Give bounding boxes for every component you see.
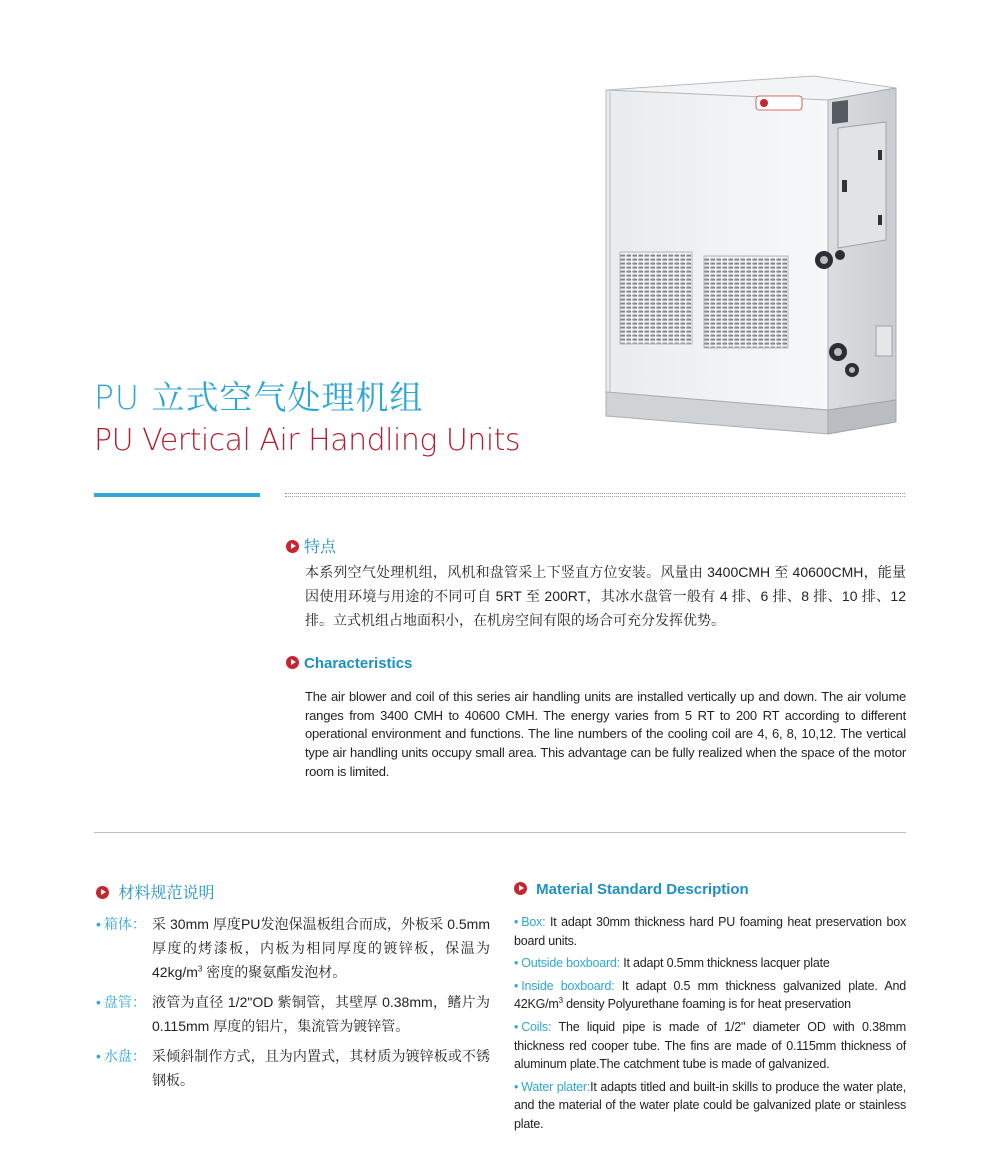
- materials-cn-list: [96, 912, 490, 1098]
- characteristics-text: The air blower and coil of this series air handling units are installed vertically up and down. The air volume ranges from 3400 CMH to 40600 CMH. The energy varies from 5 RT to 200 RT according to different operational environment and functions. The line numbers of the cooling coil are 4, 6, 8, 10,12. The vertical type air handling units occupy small area. This advantage can be fully realized when the space of the motor room is limited.: [305, 689, 906, 779]
- list-item: • Inside boxboard: It adapt 0.5 mm thickness galvanized plate. And $42KG/m^3$ density Polyurethane foaming is for heat preservation: [514, 978, 906, 1012]
- item-label: Outside boxboard:: [521, 956, 620, 971]
- play-bullet-icon: [286, 540, 299, 553]
- list-item: • Coils: The liquid pipe is made of 1/2" diameter OD with 0.38mm thickness red cooper tube. The fins are made of 0.115mm thickness of aluminum plate.The catchment tube is made of galvanized.: [514, 1019, 906, 1072]
- item-label: Inside boxboard:: [521, 978, 615, 993]
- title-underline-dotted: [285, 493, 905, 497]
- list-item: • Water plater:It adapts titled and built-in skills to produce the water plate, and the material of the water plate could be galvanized plate or stainless plate.: [514, 1079, 907, 1131]
- page-title-en: PU Vertical Air Handling Units: [94, 423, 521, 458]
- list-item: • 箱体： 采 30mm 厚度PU发泡保温板组合而成，外板采 0.5mm 厚度的烤漆板，内板为相同厚度的镀锌板，保温为 $42kg/m^3$ 密度的聚氨酯发泡材。: [96, 916, 490, 980]
- page-title-cn: PU 立式空气处理机组: [94, 378, 424, 417]
- play-bullet-icon: [286, 656, 299, 669]
- materials-en-heading: Material Standard Description: [514, 881, 749, 898]
- list-item: • Box: It adapt 30mm thickness hard PU foaming heat preservation box board units.: [514, 915, 906, 948]
- item-label: 水盘：: [103, 1048, 146, 1064]
- list-item: • 盘管： 液管为直径 1/2"OD 紫铜管，其壁厚 0.38mm，鳍片为 0.115mm 厚度的铝片，集流管为镀锌管。: [96, 994, 490, 1034]
- section-divider: [94, 832, 906, 833]
- materials-en-list: [514, 913, 906, 1138]
- item-label: Box:: [521, 915, 546, 929]
- air-handling-unit-illustration: [596, 70, 906, 442]
- list-item: • Outside boxboard: It adapt 0.5mm thickness lacquer plate: [514, 956, 830, 971]
- features-heading: 特点: [286, 534, 336, 557]
- list-item: • 水盘： 采倾斜制作方式，且为内置式，其材质为镀锌板或不锈钢板。: [96, 1048, 490, 1088]
- play-bullet-icon: [96, 886, 109, 899]
- play-bullet-icon: [514, 882, 527, 895]
- product-image: [596, 70, 906, 442]
- item-label: 箱体：: [103, 916, 146, 932]
- item-label: Water plater:: [521, 1079, 591, 1094]
- characteristics-heading: Characteristics: [286, 655, 412, 672]
- features-text: 本系列空气处理机组，风机和盘管采上下竖直方位安装。风量由 3400CMH 至 40600CMH，能量因使用环境与用途的不同可自 5RT 至 200RT，其冰水盘管一般有 4 排、6 排、8 排、10 排、12 排。立式机组占地面积小，在机房空间有限的场合可充分发挥优势。: [305, 564, 906, 628]
- title-underline-accent: [94, 493, 260, 497]
- item-label: 盘管：: [103, 994, 146, 1010]
- item-label: Coils:: [521, 1019, 552, 1034]
- materials-cn-heading: 材料规范说明: [96, 880, 214, 903]
